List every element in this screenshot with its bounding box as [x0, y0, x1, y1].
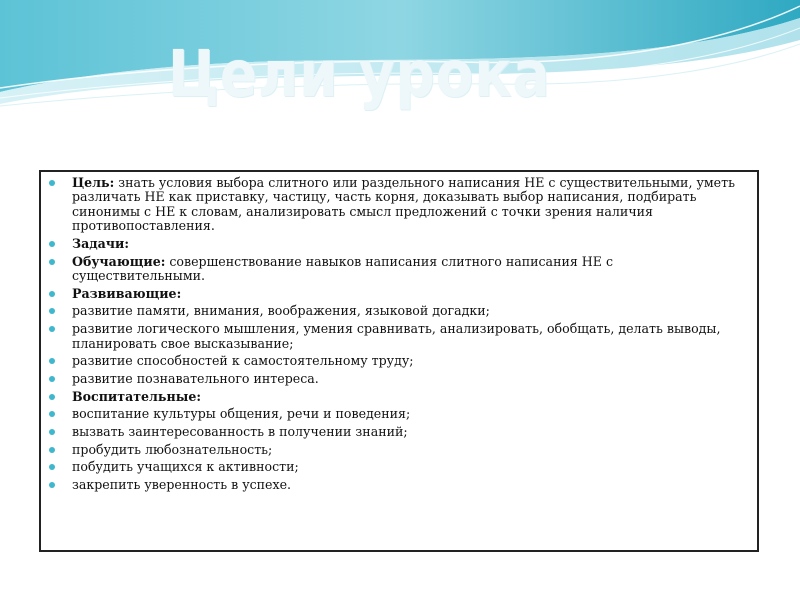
- bullet-icon: [49, 326, 55, 332]
- item-text: пробудить любознательность;: [72, 441, 273, 457]
- bullet-icon: [49, 241, 55, 247]
- list-item: [41, 255, 747, 284]
- list-item: [41, 322, 747, 351]
- list-item: [41, 304, 747, 318]
- item-text: совершенствование навыков написания слитного написания НЕ с существительными.: [72, 253, 614, 284]
- list-item: [41, 372, 747, 386]
- item-text: развитие памяти, внимания, воображения, языковой догадки;: [72, 303, 490, 319]
- list-item: [41, 176, 747, 234]
- item-text: развитие способностей к самостоятельному труду;: [72, 353, 414, 369]
- objectives-list: [41, 172, 757, 493]
- list-item: [41, 443, 747, 457]
- list-item: [41, 237, 747, 251]
- bullet-icon: [49, 308, 55, 314]
- content-box: [39, 170, 759, 552]
- slide-title: Цели урока: [168, 38, 551, 112]
- item-text: развитие логического мышления, умения сравнивать, анализировать, обобщать, делать выводы, планировать свое высказывание;: [72, 321, 721, 351]
- bullet-icon: [49, 482, 55, 488]
- item-text: развитие познавательного интереса.: [72, 370, 319, 386]
- item-heading: Воспитательные:: [72, 388, 201, 404]
- bullet-icon: [49, 429, 55, 435]
- list-item: [41, 390, 747, 404]
- item-heading: Развивающие:: [72, 285, 182, 301]
- bullet-icon: [49, 259, 55, 265]
- bullet-icon: [49, 376, 55, 382]
- bullet-icon: [49, 180, 55, 186]
- list-item: [41, 407, 747, 421]
- item-heading: Задачи:: [72, 235, 130, 251]
- item-heading: Обучающие:: [72, 253, 166, 269]
- list-item: [41, 460, 747, 474]
- list-item: [41, 478, 747, 492]
- item-text: знать условия выбора слитного или раздельного написания НЕ с существительными, уметь различать НЕ как приставку, частицу, часть корня, доказывать выбор написания, подбирать синонимы с НЕ к словам, анализировать смысл предложений с точки зрения наличия противопоставления.: [72, 175, 735, 234]
- item-text: закрепить уверенность в успехе.: [72, 477, 292, 493]
- bullet-icon: [49, 464, 55, 470]
- item-text: воспитание культуры общения, речи и поведения;: [72, 406, 411, 422]
- bullet-icon: [49, 358, 55, 364]
- bullet-icon: [49, 411, 55, 417]
- bullet-icon: [49, 291, 55, 297]
- item-text: побудить учащихся к активности;: [72, 459, 299, 475]
- list-item: [41, 425, 747, 439]
- item-heading: Цель:: [72, 175, 115, 190]
- bullet-icon: [49, 394, 55, 400]
- list-item: [41, 354, 747, 368]
- item-text: вызвать заинтересованность в получении знаний;: [72, 424, 408, 440]
- bullet-icon: [49, 447, 55, 453]
- list-item: [41, 287, 747, 301]
